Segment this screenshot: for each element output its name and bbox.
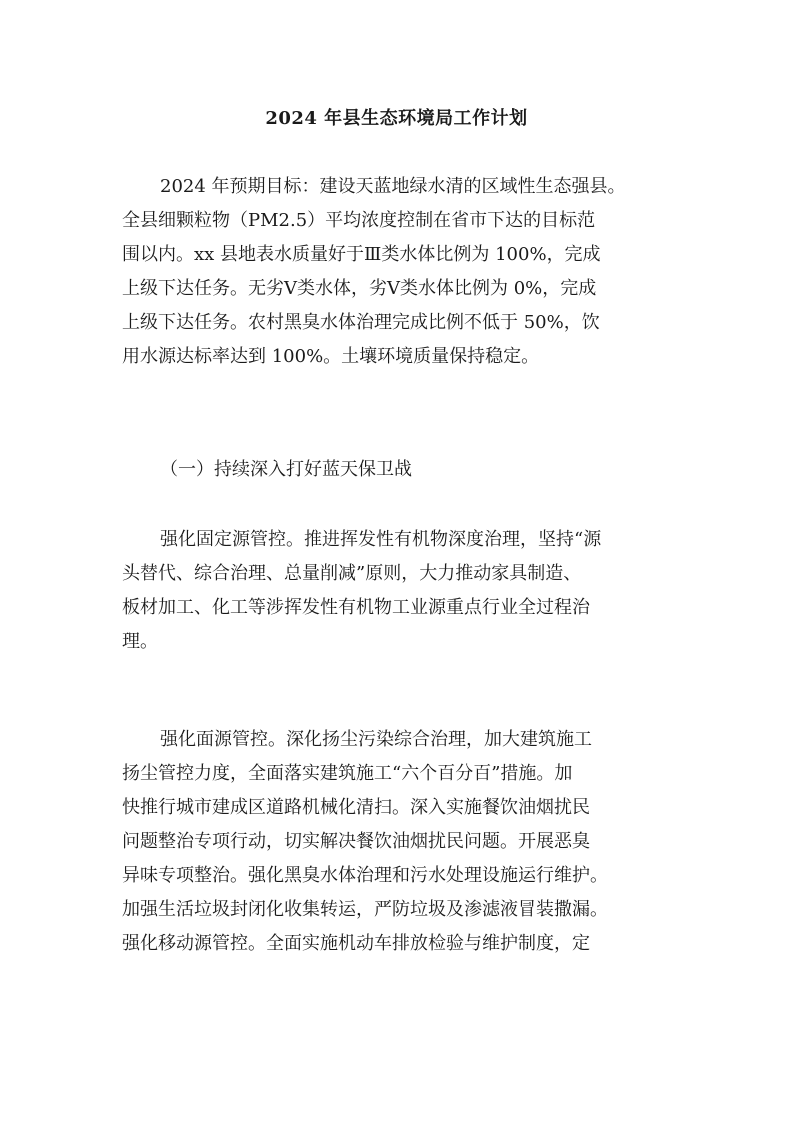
paragraph-goals — [122, 170, 687, 374]
section-heading-text: （一）持续深入打好蓝天保卫战 — [160, 459, 412, 480]
paragraph-line: 快推行城市建成区道路机械化清扫。深入实施餐饮油烟扰民 — [122, 797, 590, 818]
paragraph-line: 板材加工、化工等涉挥发性有机物工业源重点行业全过程治 — [122, 597, 590, 618]
paragraph-line: 围以内。xx 县地表水质量好于Ⅲ类水体比例为 100%，完成 — [122, 244, 601, 265]
paragraph-fixed-source — [122, 523, 687, 659]
paragraph-line: 强化固定源管控。推进挥发性有机物深度治理，坚持“源 — [160, 529, 602, 550]
paragraph-line: 用水源达标率达到 100%。土壤环境质量保持稳定。 — [122, 346, 540, 367]
paragraph-line: 扬尘管控力度，全面落实建筑施工“六个百分百”措施。加 — [122, 763, 573, 784]
paragraph-line: 上级下达任务。无劣Ⅴ类水体，劣Ⅴ类水体比例为 0%，完成 — [122, 278, 597, 299]
paragraph-area-source — [122, 723, 687, 961]
paragraph-line: 2024 年预期目标：建设天蓝地绿水清的区域性生态强县。 — [160, 176, 626, 197]
paragraph-line: 上级下达任务。农村黑臭水体治理完成比例不低于 50%，饮 — [122, 312, 600, 333]
paragraph-line: 异味专项整治。强化黑臭水体治理和污水处理设施运行维护。 — [122, 865, 608, 886]
section-heading — [122, 453, 687, 487]
paragraph-line: 强化面源管控。深化扬尘污染综合治理，加大建筑施工 — [160, 729, 592, 750]
paragraph-line: 头替代、综合治理、总量削减”原则，大力推动家具制造、 — [122, 563, 582, 584]
paragraph-line: 强化移动源管控。全面实施机动车排放检验与维护制度，定 — [122, 933, 590, 954]
paragraph-line: 问题整治专项行动，切实解决餐饮油烟扰民问题。开展恶臭 — [122, 831, 590, 852]
paragraph-line: 全县细颗粒物（PM2.5）平均浓度控制在省市下达的目标范 — [122, 210, 596, 231]
paragraph-line: 加强生活垃圾封闭化收集转运，严防垃圾及渗滤液冒装撒漏。 — [122, 899, 608, 920]
document-title: 2024 年县生态环境局工作计划 — [265, 108, 528, 129]
paragraph-line: 理。 — [122, 631, 158, 652]
